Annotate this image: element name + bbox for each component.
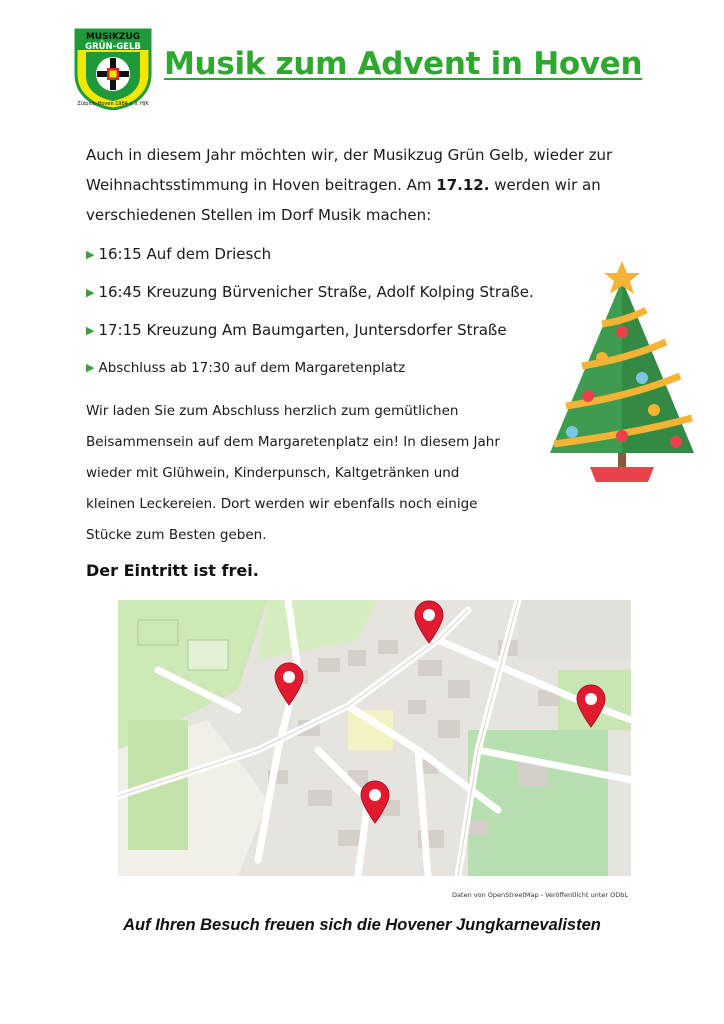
christmas-tree-icon	[540, 258, 704, 488]
triangle-bullet-icon: ▶	[86, 248, 95, 261]
svg-text:Zülpich-Hoven 1984 e.V. HJK: Zülpich-Hoven 1984 e.V. HJK	[77, 101, 149, 107]
schedule-item	[86, 280, 534, 318]
schedule-item-text: Abschluss ab 17:30 auf dem Margaretenplatz	[98, 360, 406, 376]
intro-text-before: Auch in diesem Jahr möchten wir, der Musikzug Grün Gelb, wieder zur Weihnachtsstimmung in Hoven beitragen. Am	[86, 146, 613, 194]
map-pin-icon	[414, 600, 444, 644]
footer-note: Auf Ihren Besuch freuen sich die Hovener Jungkarnevalisten	[123, 916, 601, 934]
triangle-bullet-icon: ▶	[86, 286, 95, 299]
free-entry-note: Der Eintritt ist frei.	[86, 561, 259, 580]
map-pin-icon	[576, 684, 606, 728]
logo-top-text: MUSIKZUG	[85, 32, 141, 42]
invitation-paragraph: Wir laden Sie zum Abschluss herzlich zum gemütlichen Beisammensein auf dem Margaretenplatz ein! In diesem Jahr wieder mit Glühwein, Kinderpunsch, Kaltgetränken und kleinen Leckereien. Dort werden wir ebenfalls noch einige Stücke zum Besten geben.	[86, 403, 500, 543]
map-pin-icon	[274, 662, 304, 706]
triangle-bullet-icon: ▶	[86, 361, 95, 374]
schedule-item	[86, 318, 534, 356]
schedule-item-text: 16:45 Kreuzung Bürvenicher Straße, Adolf Kolping Straße.	[98, 283, 534, 301]
schedule-item-text: 17:15 Kreuzung Am Baumgarten, Juntersdorfer Straße	[98, 321, 507, 339]
schedule-item	[86, 356, 534, 394]
schedule-list	[86, 242, 534, 394]
map-credit: Daten von OpenStreetMap - Veröffentlicht unter ODbL	[452, 891, 628, 899]
intro-paragraph	[86, 140, 626, 230]
map-pin-icon	[360, 780, 390, 824]
schedule-item	[86, 242, 534, 280]
triangle-bullet-icon: ▶	[86, 324, 95, 337]
street-map	[118, 600, 631, 876]
page-title: Musik zum Advent in Hoven	[164, 46, 643, 82]
schedule-item-text: 16:15 Auf dem Driesch	[98, 245, 272, 263]
intro-text-after: werden wir an verschiedenen Stellen im Dorf Musik machen:	[86, 176, 601, 224]
musikzug-logo	[74, 28, 152, 110]
event-date: 17.12.	[436, 176, 490, 194]
logo-band-text: GRÜN-GELB	[85, 42, 141, 52]
